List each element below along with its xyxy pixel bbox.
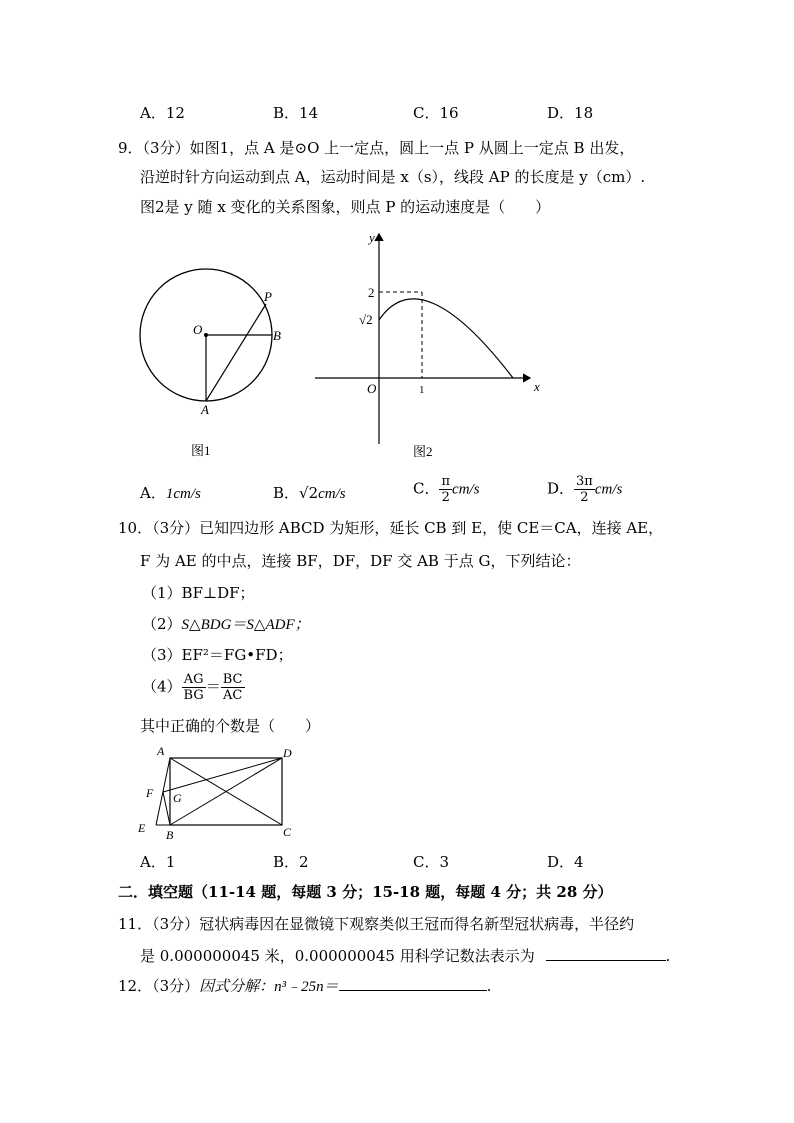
- q9-text-line1: 如图1，点 A 是⊙O 上一定点，圆上一点 P 从圆上一定点 B 出发，: [189, 139, 635, 157]
- q9-option-b-label: B．: [273, 484, 300, 502]
- axis-label-y: y: [369, 230, 375, 245]
- q10-fraction-1-den: BG: [183, 688, 204, 703]
- q10-option-d: D．4: [547, 853, 584, 871]
- q10-text-line1: 已知四边形 ABCD 为矩形，延长 CB 到 E，使 CE＝CA，连接 AE，: [199, 519, 664, 537]
- label-b: B: [166, 828, 174, 842]
- q12-number: 12．: [118, 977, 153, 995]
- q9-option-d-label: D．: [547, 479, 575, 498]
- q12-end: .: [486, 977, 492, 995]
- q10-conclusion-1: （1）BF⊥DF；: [142, 584, 255, 602]
- q10-fraction-2-den: AC: [222, 688, 243, 703]
- q9-option-d-unit: cm/s: [594, 481, 623, 498]
- q9-option-c-unit: cm/s: [452, 481, 480, 498]
- q10-fraction-1-num: AG: [182, 672, 206, 688]
- q11-text-line1: 冠状病毒因在显微镜下观察类似王冠而得名新型冠状病毒，半径约: [199, 915, 635, 933]
- q10-line1: [118, 517, 663, 538]
- q9-option-a: [140, 482, 201, 503]
- label-a: A: [201, 402, 209, 417]
- label-d: D: [283, 746, 292, 760]
- q11-answer-blank[interactable]: [546, 946, 666, 961]
- q8-options: [140, 102, 640, 122]
- q9-option-d-fraction: [574, 474, 595, 505]
- label-o: O: [193, 322, 203, 337]
- label-f: F: [146, 786, 154, 800]
- q12-answer-blank[interactable]: [339, 976, 487, 991]
- q9-option-c: [413, 474, 480, 505]
- q9-option-b-unit: cm/s: [318, 486, 346, 502]
- fig2-caption: 图2: [413, 444, 433, 459]
- q10-fraction-2: [221, 672, 245, 703]
- q9-option-c-fraction: [439, 474, 452, 505]
- q10-figure: [132, 742, 304, 842]
- label-c: C: [283, 825, 292, 839]
- label-e: E: [138, 821, 146, 835]
- q9-number: 9．: [118, 139, 143, 157]
- origin-label: O: [367, 381, 377, 396]
- fig1-caption: 图1: [191, 443, 211, 458]
- q9-line2: 沿逆时针方向运动到点 A，运动时间是 x（s），线段 AP 的长度是 y（cm）.: [140, 168, 646, 186]
- q12-line: [118, 975, 491, 996]
- q11-end: .: [665, 947, 671, 965]
- q9-line3: 图2是 y 随 x 变化的关系图象，则点 P 的运动速度是（ ）: [140, 198, 551, 216]
- label-p: P: [264, 289, 272, 304]
- q12-text: 因式分解：n³﹣25n＝: [199, 979, 339, 995]
- q10-option-c: C．3: [413, 853, 450, 871]
- q8-option-c: C．16: [413, 104, 459, 122]
- q8-option-a: A．12: [140, 104, 185, 122]
- q11-text-line2: 是 0.000000045 米，0.000000045 用科学记数法表示为: [140, 947, 535, 965]
- q10-option-a: A．1: [140, 853, 176, 871]
- label-a: A: [157, 744, 165, 758]
- q9-option-c-label: C．: [413, 479, 440, 498]
- q10-score: （3分）: [152, 519, 200, 537]
- q9-option-d-den: 2: [580, 490, 589, 505]
- tick-label-2: 2: [368, 285, 375, 300]
- q10-ask: 其中正确的个数是（ ）: [140, 717, 321, 735]
- q10-conclusion-4: [142, 672, 245, 703]
- q10-fraction-1: [182, 672, 206, 703]
- segment-fd: [163, 758, 282, 792]
- q10-option-b: B．2: [273, 853, 309, 871]
- q10-options: [140, 851, 640, 871]
- q9-score: （3分）: [142, 139, 190, 157]
- tick-label-1: 1: [419, 384, 425, 396]
- q9-option-a-text: 1cm/s: [165, 486, 201, 502]
- q9-option-b: [273, 482, 346, 503]
- q9-option-a-label: A．: [140, 484, 166, 502]
- q8-option-b: B．14: [273, 104, 319, 122]
- tick-label-sqrt2: √2: [359, 312, 373, 327]
- q12-score: （3分）: [152, 977, 200, 995]
- curve: [379, 299, 513, 378]
- q9-figure1: [135, 260, 295, 460]
- q9-option-c-num: π: [441, 474, 451, 489]
- q10-fraction-2-num: BC: [222, 672, 243, 687]
- label-b: B: [273, 328, 281, 343]
- q10-number: 10．: [118, 519, 153, 537]
- q9-option-c-den: 2: [441, 490, 450, 505]
- q9-option-b-root: √2: [299, 484, 319, 502]
- q9-option-d-num: 3π: [576, 474, 593, 489]
- q10-conclusion-2-formula: S△BDG＝S△ADF；: [181, 617, 310, 633]
- q10-conclusion-4-prefix: （4）: [142, 677, 182, 696]
- q9-option-d: [547, 474, 622, 505]
- segment-fb: [163, 792, 170, 825]
- q11-line2: [140, 945, 670, 966]
- segment-ap: [206, 304, 266, 401]
- section-2-title: 二．填空题（11-14 题，每题 3 分；15-18 题，每题 4 分；共 28 分）: [118, 883, 613, 901]
- q11-number: 11．: [118, 915, 153, 933]
- axis-label-x: x: [534, 379, 540, 394]
- q11-line1: [118, 913, 634, 934]
- q9-options: [140, 474, 660, 514]
- q9-line1: [118, 137, 634, 158]
- q10-conclusion-2: [142, 613, 310, 634]
- q10-line2: F 为 AE 的中点，连接 BF，DF，DF 交 AB 于点 G，下列结论：: [140, 552, 581, 570]
- q10-equals: ＝: [205, 677, 221, 696]
- q11-score: （3分）: [152, 915, 200, 933]
- q10-conclusion-3: （3）EF²＝FG•FD；: [142, 646, 293, 664]
- label-g: G: [173, 791, 182, 805]
- q10-conclusion-2-prefix: （2）: [142, 615, 182, 633]
- q9-figure2: [305, 226, 555, 460]
- q8-option-d: D．18: [547, 104, 594, 122]
